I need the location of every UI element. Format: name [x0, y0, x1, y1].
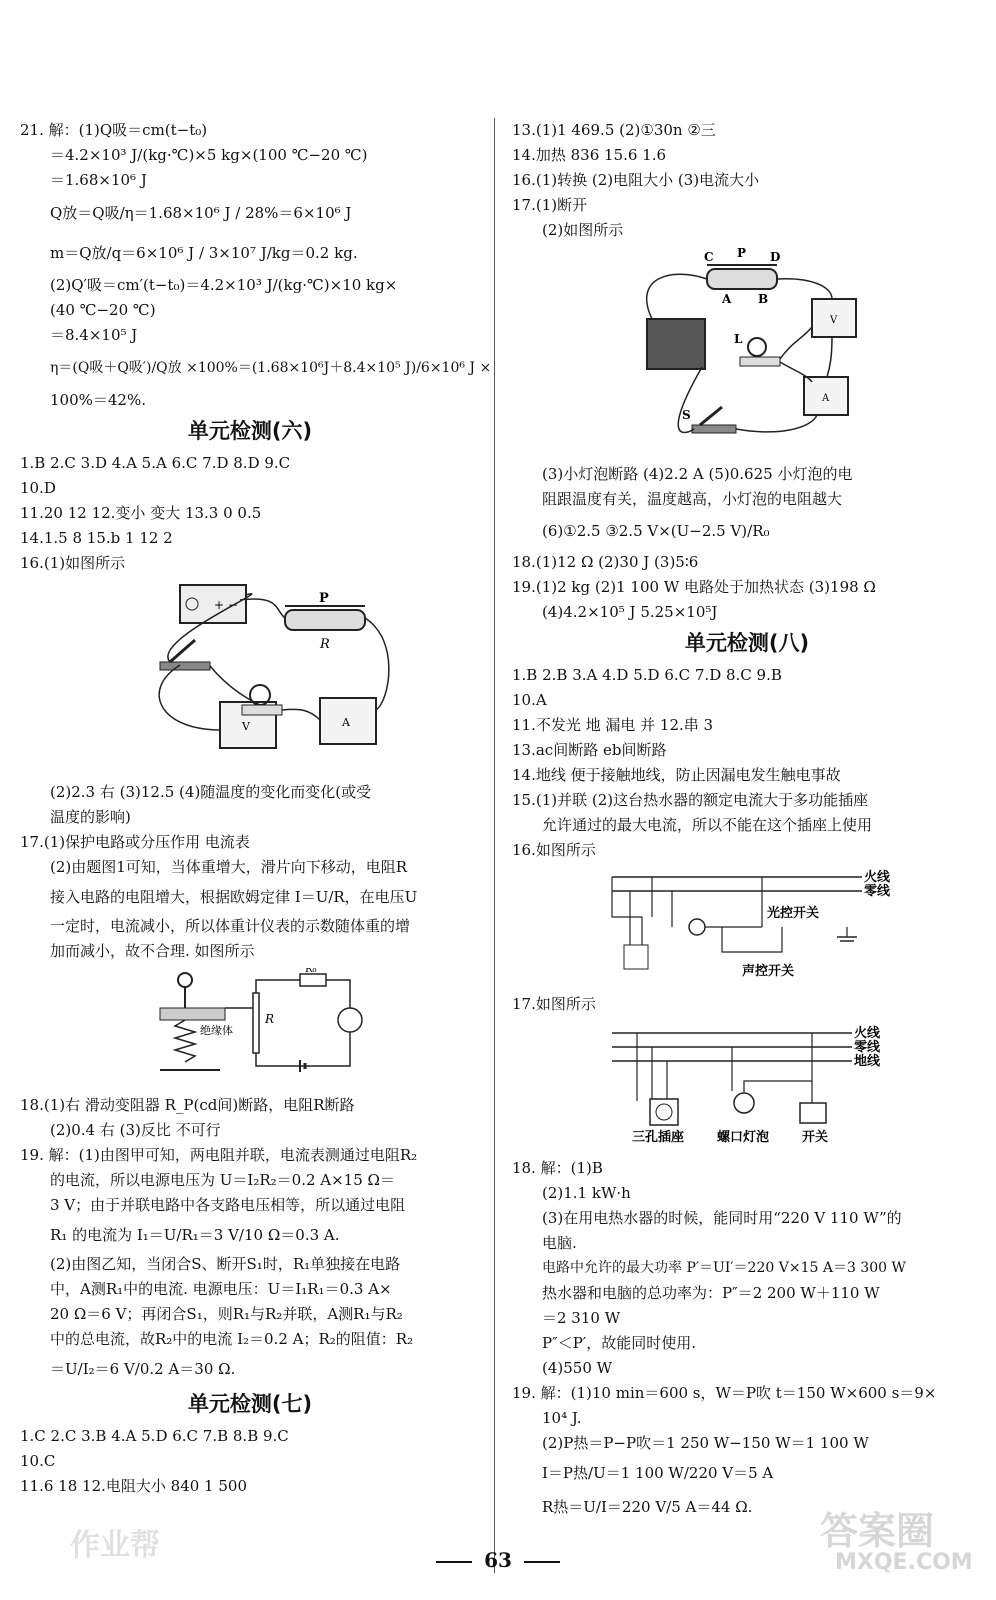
- text-line: (2)P热＝P−P吹＝1 250 W−150 W＝1 100 W: [542, 1434, 869, 1452]
- text-line: 11.20 12 12.变小 变大 13.3 0 0.5: [20, 504, 262, 522]
- text-line: 1.B 2.B 3.A 4.D 5.D 6.C 7.D 8.C 9.B: [512, 666, 782, 684]
- text-line: 21. 解：(1)Q吸＝cm(t−t₀): [20, 121, 208, 139]
- text-line: 10.D: [20, 479, 56, 497]
- label-c: C: [704, 250, 714, 264]
- text-line: (40 ℃−20 ℃): [50, 301, 156, 319]
- label-zero: 零线: [864, 884, 891, 899]
- text-line: 3 V；由于并联电路中各支路电压相等，所以通过电阻: [50, 1196, 406, 1214]
- text-line: 19. 解：(1)10 min＝600 s，W＝P吹 t＝150 W×600 s＝9×: [512, 1384, 937, 1402]
- column-divider: [494, 118, 495, 1573]
- text-line: 10.C: [20, 1452, 56, 1470]
- text-line: 17.如图所示: [512, 995, 596, 1013]
- text-line: (6)①2.5 ③2.5 V×(U−2.5 V)/R₀: [542, 522, 770, 540]
- label-light-switch: 光控开关: [767, 906, 820, 921]
- watermark-right: 答案圈: [820, 1509, 935, 1553]
- text-line: 18. 解：(1)B: [512, 1159, 603, 1177]
- wiring-figure-5: [512, 1021, 982, 1146]
- circuit-figure-3: [512, 247, 982, 452]
- text-line: 16.(1)转换 (2)电阻大小 (3)电流大小: [512, 171, 760, 189]
- label-fire: 火线: [854, 1026, 881, 1041]
- text-line: 中，A测R₁中的电流. 电源电压：U＝I₁R₁＝0.3 A×: [50, 1280, 392, 1298]
- label-l: L: [734, 332, 743, 346]
- text-line: 18.(1)右 滑动变阻器 R_P(cd间)断路，电阻R断路: [20, 1096, 355, 1114]
- label-a: A: [342, 716, 350, 729]
- text-line: 14.地线 便于接触地线，防止因漏电发生触电事故: [512, 766, 841, 784]
- text-line: 20 Ω＝6 V；再闭合S₁，则R₁与R₂并联，A测R₁与R₂: [50, 1305, 403, 1323]
- text-line: ＝8.4×10⁵ J: [50, 326, 138, 344]
- text-line: 电路中允许的最大功率 P′＝UI′＝220 V×15 A＝3 300 W: [542, 1260, 906, 1276]
- text-line: ＝U/I₂＝6 V/0.2 A＝30 Ω.: [50, 1360, 236, 1378]
- text-line: 13.ac间断路 eb间断路: [512, 741, 667, 759]
- text-line: (2)由图乙知，当闭合S、断开S₁时，R₁单独接在电路: [50, 1255, 401, 1273]
- section-heading-8: 单元检测(八): [684, 631, 810, 655]
- text-line: Q放＝Q吸/η＝1.68×10⁶ J / 28%＝6×10⁶ J: [50, 204, 352, 222]
- text-line: (4)550 W: [542, 1359, 613, 1377]
- label-r0: R₀: [305, 968, 317, 975]
- text-line: η＝(Q吸＋Q吸′)/Q放 ×100%＝(1.68×10⁶J＋8.4×10⁵ J)/6×10⁶ J ×: [50, 360, 492, 376]
- circuit-figure-1: [20, 580, 480, 770]
- text-line: 10.A: [512, 691, 547, 709]
- text-line: (2)1.1 kW·h: [542, 1184, 631, 1202]
- text-line: I＝P热/U＝1 100 W/220 V＝5 A: [542, 1464, 774, 1482]
- footer-rule: [436, 1561, 472, 1563]
- watermark-site: MXQE.COM: [835, 1550, 973, 1575]
- text-line: (4)4.2×10⁵ J 5.25×10⁵J: [542, 603, 718, 621]
- text-line: m＝Q放/q＝6×10⁶ J / 3×10⁷ J/kg＝0.2 kg.: [50, 244, 358, 262]
- text-line: (2)2.3 右 (3)12.5 (4)随温度的变化而变化(或受: [50, 783, 372, 801]
- label-p: P: [319, 591, 329, 606]
- text-line: 阻跟温度有关，温度越高，小灯泡的电阻越大: [542, 490, 843, 508]
- page-footer: [0, 1548, 996, 1572]
- label-a: A: [722, 292, 732, 306]
- label-ammeter: A: [822, 393, 830, 404]
- text-line: R热＝U/I＝220 V/5 A＝44 Ω.: [542, 1498, 753, 1516]
- text-line: 15.(1)并联 (2)这台热水器的额定电流大于多功能插座: [512, 791, 869, 809]
- label-sound-switch: 声控开关: [742, 964, 795, 979]
- label-v: V: [830, 315, 838, 326]
- section-heading-6: 单元检测(六): [187, 419, 313, 443]
- text-line: R₁ 的电流为 I₁＝U/R₁＝3 V/10 Ω＝0.3 A.: [50, 1226, 340, 1244]
- label-r: R: [265, 1012, 275, 1026]
- text-line: (2)由题图1可知，当体重增大，滑片向下移动，电阻R: [50, 858, 408, 876]
- label-r: R: [320, 637, 330, 652]
- text-line: 接入电路的电阻增大，根据欧姆定律 I＝U/R，在电压U: [50, 888, 418, 906]
- text-line: 热水器和电脑的总功率为：P″＝2 200 W＋110 W: [542, 1284, 880, 1302]
- text-line: (3)小灯泡断路 (4)2.2 A (5)0.625 小灯泡的电: [542, 465, 853, 483]
- text-line: 19. 解：(1)由图甲可知，两电阻并联，电流表测通过电阻R₂: [20, 1146, 418, 1164]
- text-line: (3)在用电热水器的时候，能同时用“220 V 110 W”的: [542, 1209, 902, 1227]
- label-v: V: [242, 720, 250, 733]
- text-line: 16.如图所示: [512, 841, 596, 859]
- text-line: 18.(1)12 Ω (2)30 J (3)5∶6: [512, 553, 699, 571]
- text-line: 加而减小，故不合理. 如图所示: [50, 942, 255, 960]
- text-line: 电脑.: [542, 1234, 577, 1252]
- label-socket: 三孔插座: [632, 1130, 685, 1145]
- label-s: S: [682, 408, 691, 422]
- footer-rule: [524, 1561, 560, 1563]
- text-line: 1.B 2.C 3.D 4.A 5.A 6.C 7.D 8.D 9.C: [20, 454, 291, 472]
- text-line: (2)如图所示: [542, 221, 624, 239]
- text-line: 的电流，所以电源电压为 U＝I₂R₂＝0.2 A×15 Ω＝: [50, 1171, 395, 1189]
- label-p: P: [737, 247, 747, 260]
- label-insulator: 绝缘体: [200, 1024, 233, 1037]
- svg-text:+ −: + −: [214, 598, 238, 612]
- text-line: 允许通过的最大电流，所以不能在这个插座上使用: [542, 816, 873, 834]
- text-line: ＝4.2×10³ J/(kg·℃)×5 kg×(100 ℃−20 ℃): [50, 146, 368, 164]
- text-line: 100%＝42%.: [50, 391, 146, 409]
- label-ground: 地线: [854, 1054, 881, 1069]
- text-line: 14.1.5 8 15.b 1 12 2: [20, 529, 173, 547]
- text-line: 13.(1)1 469.5 (2)①30n ②三: [512, 121, 716, 139]
- wiring-figure-4: [512, 867, 982, 982]
- text-line: 10⁴ J.: [542, 1409, 582, 1427]
- label-zero: 零线: [854, 1040, 881, 1055]
- label-d: D: [770, 250, 781, 264]
- circuit-figure-2: [20, 968, 480, 1083]
- label-lamp: 螺口灯泡: [717, 1130, 770, 1145]
- text-line: P″＜P′，故能同时使用.: [542, 1334, 696, 1352]
- text-line: 中的总电流，故R₂中的电流 I₂＝0.2 A；R₂的阻值：R₂: [50, 1330, 414, 1348]
- text-line: 17.(1)断开: [512, 196, 588, 214]
- watermark-left: 作业帮: [70, 1528, 160, 1563]
- text-line: 1.C 2.C 3.B 4.A 5.D 6.C 7.B 8.B 9.C: [20, 1427, 289, 1445]
- text-line: 温度的影响): [50, 808, 131, 826]
- section-heading-7: 单元检测(七): [187, 1392, 313, 1416]
- label-b: B: [758, 292, 769, 306]
- text-line: (2)Q′吸＝cm′(t−t₀)＝4.2×10³ J/(kg·℃)×10 kg×: [50, 276, 398, 294]
- text-line: 11.不发光 地 漏电 并 12.串 3: [512, 716, 714, 734]
- text-line: 19.(1)2 kg (2)1 100 W 电路处于加热状态 (3)198 Ω: [512, 578, 876, 596]
- text-line: 16.(1)如图所示: [20, 554, 126, 572]
- text-line: 17.(1)保护电路或分压作用 电流表: [20, 833, 250, 851]
- text-line: ＝1.68×10⁶ J: [50, 171, 147, 189]
- label-fire: 火线: [864, 870, 891, 885]
- text-line: 14.加热 836 15.6 1.6: [512, 146, 667, 164]
- page-number: 63: [484, 1548, 512, 1572]
- left-column: [20, 118, 492, 1499]
- right-column: [512, 118, 982, 1524]
- label-switch: 开关: [802, 1130, 829, 1145]
- text-line: 一定时，电流减小，所以体重计仪表的示数随体重的增: [50, 917, 411, 935]
- text-line: (2)0.4 右 (3)反比 不可行: [50, 1121, 221, 1139]
- text-line: ＝2 310 W: [542, 1309, 621, 1327]
- text-line: 11.6 18 12.电阻大小 840 1 500: [20, 1477, 247, 1495]
